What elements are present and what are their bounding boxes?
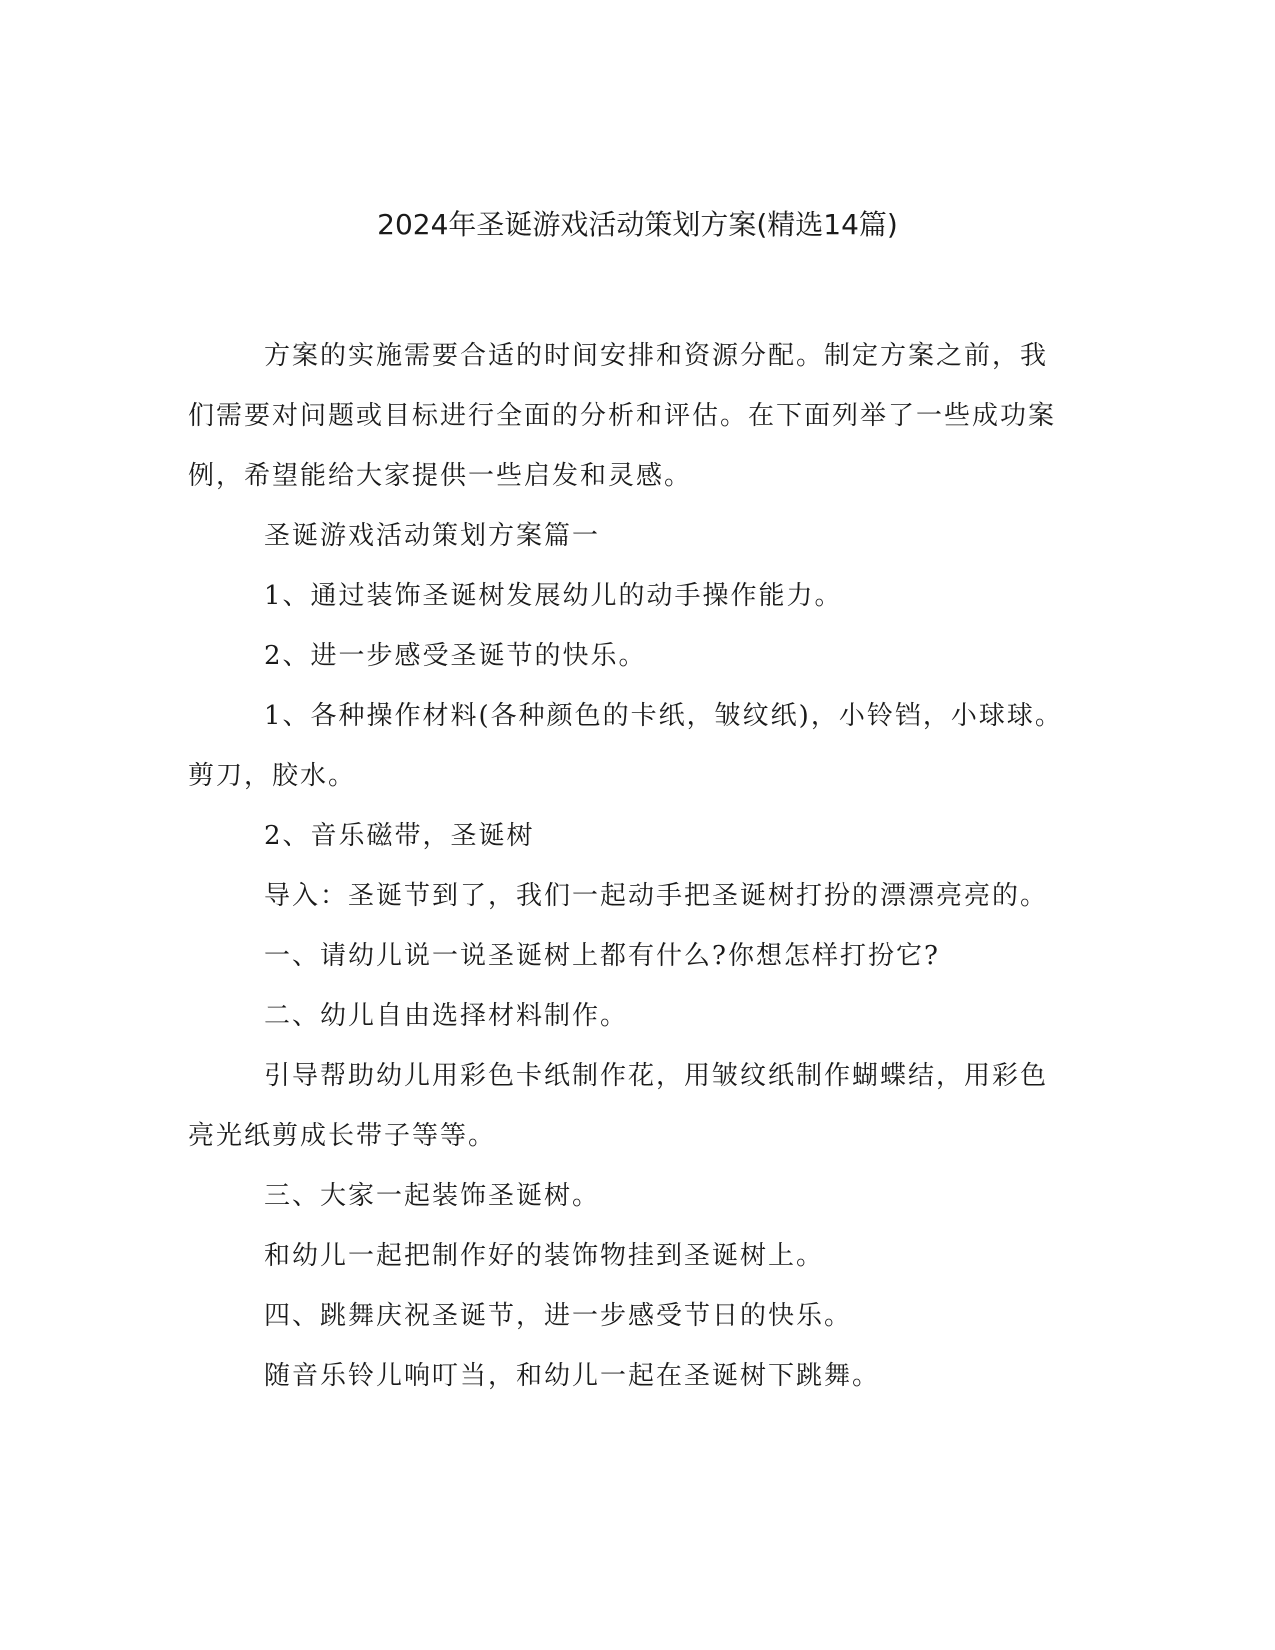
paragraph: 和幼儿一起把制作好的装饰物挂到圣诞树上。 <box>264 1241 825 1271</box>
paragraph: 三、大家一起装饰圣诞树。 <box>264 1181 601 1211</box>
paragraph: 1、通过装饰圣诞树发展幼儿的动手操作能力。 <box>264 581 843 611</box>
section-heading: 圣诞游戏活动策划方案篇一 <box>264 521 601 551</box>
paragraph: 2、音乐磁带，圣诞树 <box>264 821 535 851</box>
document-body <box>188 326 1073 1406</box>
paragraph-intro: 方案的实施需要合适的时间安排和资源分配。制定方案之前，我们需要对问题或目标进行全面的分析和评估。在下面列举了一些成功案例，希望能给大家提供一些启发和灵感。 <box>188 341 1057 491</box>
document-title: 2024年圣诞游戏活动策划方案(精选14篇) <box>377 208 898 241</box>
paragraph: 2、进一步感受圣诞节的快乐。 <box>264 641 647 671</box>
paragraph: 1、各种操作材料(各种颜色的卡纸，皱纹纸)，小铃铛，小球球。剪刀，胶水。 <box>188 701 1063 791</box>
paragraph: 随音乐铃儿响叮当，和幼儿一起在圣诞树下跳舞。 <box>264 1361 881 1391</box>
paragraph: 二、幼儿自由选择材料制作。 <box>264 1001 629 1031</box>
paragraph: 引导帮助幼儿用彩色卡纸制作花，用皱纹纸制作蝴蝶结，用彩色亮光纸剪成长带子等等。 <box>188 1061 1049 1151</box>
paragraph: 四、跳舞庆祝圣诞节，进一步感受节日的快乐。 <box>264 1301 853 1331</box>
paragraph: 一、请幼儿说一说圣诞树上都有什么?你想怎样打扮它? <box>264 941 940 971</box>
paragraph: 导入：圣诞节到了，我们一起动手把圣诞树打扮的漂漂亮亮的。 <box>264 881 1049 911</box>
